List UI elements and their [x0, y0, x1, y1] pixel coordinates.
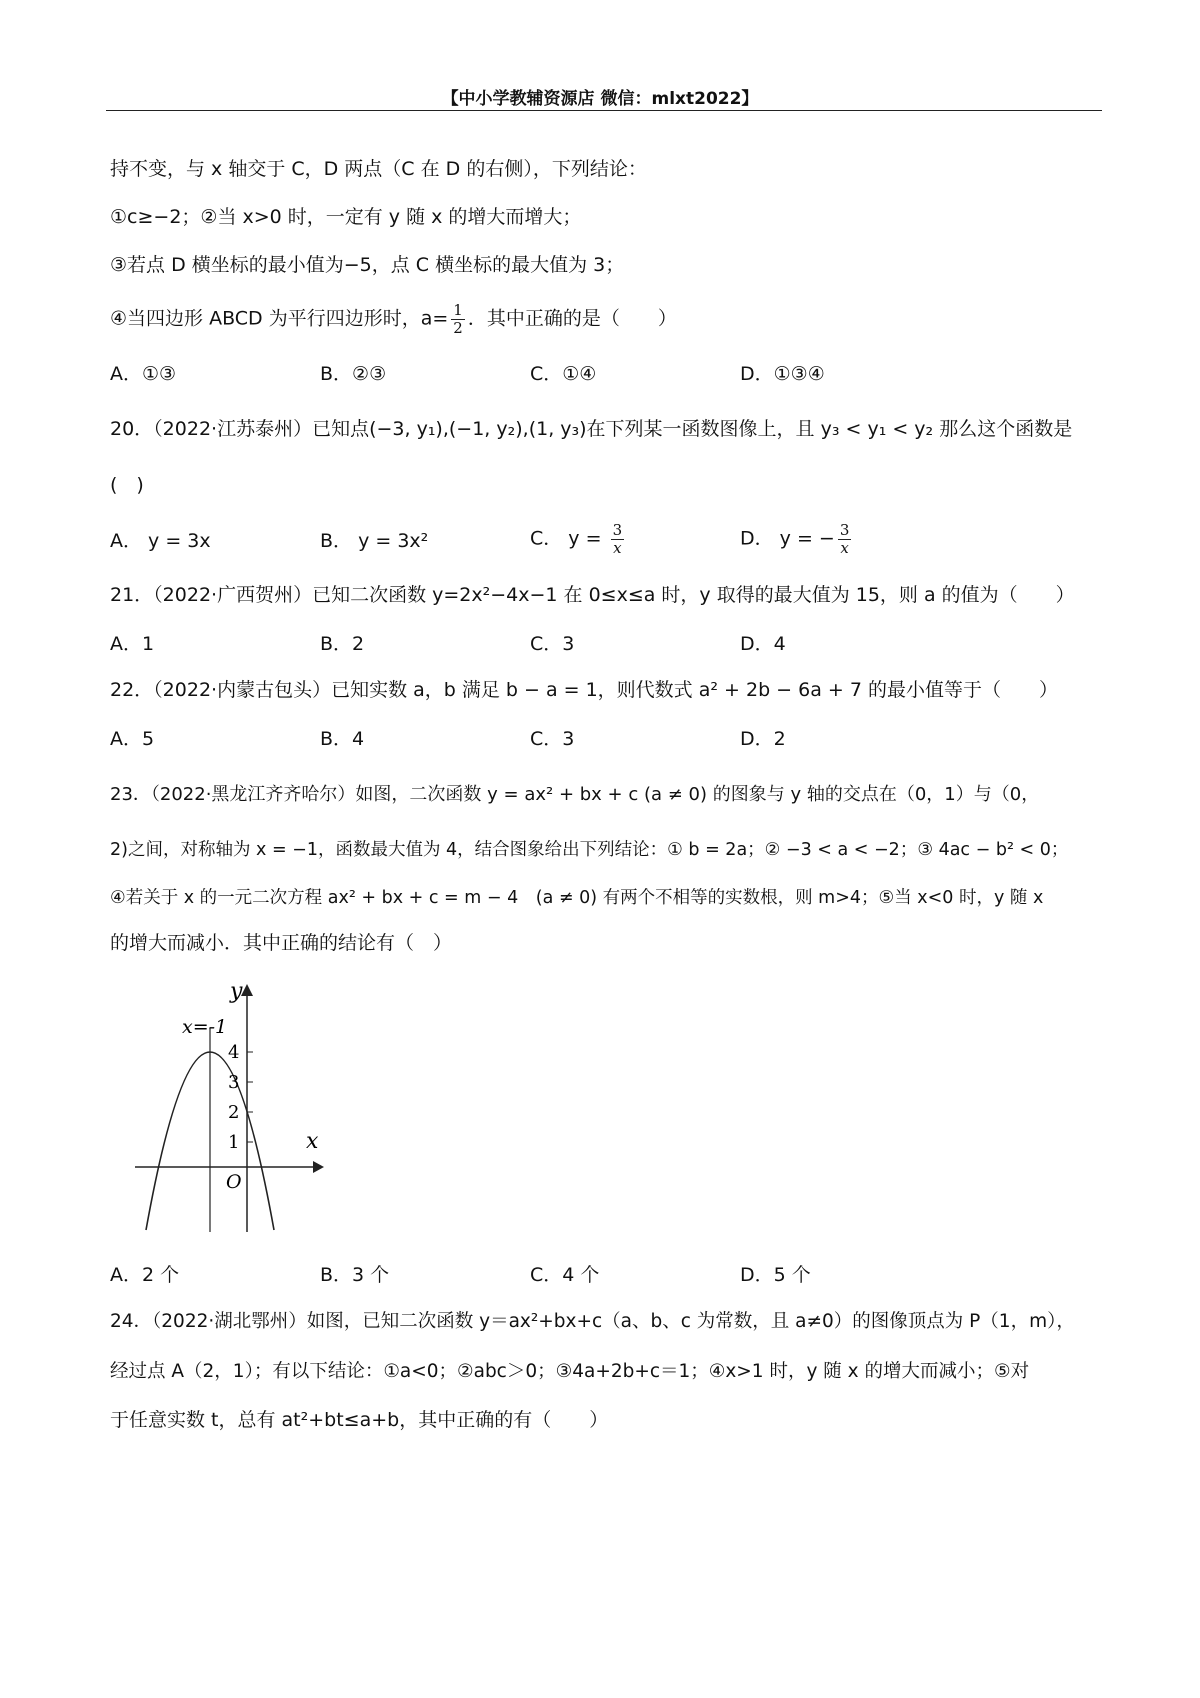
q23-option-b: B．3 个 — [320, 1264, 390, 1286]
q22-option-b: B．4 — [320, 728, 365, 750]
q23-option-d: D．5 个 — [740, 1264, 811, 1286]
q20-option-c — [530, 522, 627, 556]
q21-option-b: B．2 — [320, 633, 365, 655]
q19-line-4 — [110, 302, 677, 336]
x-axis-label: x — [306, 1129, 319, 1154]
q23-stem-2: 2)之间，对称轴为 x = −1，函数最大值为 4，结合图象给出下列结论：① b = 2a；② −3 < a < −2；③ 4ac − b² < 0； — [110, 840, 1069, 860]
q22-option-a: A．5 — [110, 728, 155, 750]
q19-line-3: ③若点 D 横坐标的最小值为−5，点 C 横坐标的最大值为 3； — [110, 254, 625, 276]
q23-stem-1: 23．（2022·黑龙江齐齐哈尔）如图，二次函数 y = ax² + bx + c (a ≠ 0) 的图象与 y 轴的交点在（0，1）与（0， — [110, 784, 1040, 805]
origin-label: O — [226, 1171, 242, 1193]
q19-line-2: ①c≥−2；②当 x>0 时，一定有 y 随 x 的增大而增大； — [110, 206, 582, 228]
q20-option-d-text: D． y = − — [740, 527, 835, 550]
q19-frac-den: 2 — [453, 318, 463, 337]
q19-option-c: C．①④ — [530, 363, 597, 385]
q19-frac-num: 1 — [453, 301, 463, 319]
q19-option-d: D．①③④ — [740, 363, 825, 385]
q19-option-a: A．①③ — [110, 363, 177, 385]
q20-option-c-text: C． y = — [530, 527, 608, 550]
q19-line-4-tail: ．其中正确的是（ ） — [467, 307, 677, 330]
q20-stem-2: ( ) — [110, 474, 144, 496]
q20-option-d — [740, 522, 854, 556]
header-rule — [106, 110, 1102, 111]
q20-option-b: B． y = 3x² — [320, 530, 429, 552]
q21-option-a: A．1 — [110, 633, 155, 655]
x-axis-arrow — [313, 1161, 324, 1173]
q19-line-1: 持不变，与 x 轴交于 C，D 两点（C 在 D 的右侧），下列结论： — [110, 158, 647, 180]
tick-label-4: 4 — [228, 1042, 240, 1063]
page-header: 【中小学教辅资源店 微信：mlxt2022】 — [441, 89, 759, 109]
q20-option-d-fraction — [838, 522, 852, 556]
q19-line-4-text: ④当四边形 ABCD 为平行四边形时，a= — [110, 307, 449, 330]
q22-option-c: C．3 — [530, 728, 575, 750]
parabola-graph — [130, 978, 330, 1238]
symmetry-axis-label: x=-1 — [182, 1016, 228, 1038]
q21-option-d: D．4 — [740, 633, 786, 655]
tick-label-1: 1 — [228, 1132, 240, 1153]
q19-fraction — [451, 302, 465, 336]
q19-option-b: B．②③ — [320, 363, 387, 385]
q21-option-c: C．3 — [530, 633, 575, 655]
q23-option-c: C．4 个 — [530, 1264, 600, 1286]
q24-stem-1: 24．（2022·湖北鄂州）如图，已知二次函数 y＝ax²+bx+c（a、b、c 为常数，且 a≠0）的图像顶点为 P（1，m）， — [110, 1311, 1075, 1332]
q23-option-a: A．2 个 — [110, 1264, 180, 1286]
y-axis-label: y — [230, 979, 243, 1004]
tick-label-3: 3 — [228, 1072, 240, 1093]
q20-option-a: A． y = 3x — [110, 530, 211, 552]
q20-c-den: x — [613, 538, 622, 557]
q20-d-num: 3 — [839, 521, 850, 539]
q23-stem-4: 的增大而减小．其中正确的结论有（ ） — [110, 932, 453, 954]
q22-option-d: D．2 — [740, 728, 786, 750]
q20-d-den: x — [840, 538, 849, 557]
q20-stem: 20．（2022·江苏泰州）已知点(−3, y₁),(−1, y₂),(1, y₃)在下列某一函数图像上，且 y₃ < y₁ < y₂ 那么这个函数是 — [110, 418, 1073, 440]
q20-option-c-fraction — [611, 522, 625, 556]
q24-stem-2: 经过点 A（2，1）；有以下结论：①a<0；②abc＞0；③4a+2b+c＝1；④x>1 时，y 随 x 的增大而减小；⑤对 — [110, 1361, 1030, 1382]
tick-label-2: 2 — [228, 1102, 240, 1123]
q23-stem-3: ④若关于 x 的一元二次方程 ax² + bx + c = m − 4 (a ≠ 0) 有两个不相等的实数根，则 m>4；⑤当 x<0 时，y 随 x — [110, 888, 1044, 908]
q22-stem: 22．（2022·内蒙古包头）已知实数 a，b 满足 b − a = 1，则代数式 a² + 2b − 6a + 7 的最小值等于（ ） — [110, 679, 1058, 701]
q21-stem: 21．（2022·广西贺州）已知二次函数 y=2x²−4x−1 在 0≤x≤a 时，y 取得的最大值为 15，则 a 的值为（ ） — [110, 584, 1075, 606]
y-axis-arrow — [241, 984, 253, 996]
q20-c-num: 3 — [612, 521, 623, 539]
q24-stem-3: 于任意实数 t，总有 at²+bt≤a+b，其中正确的有（ ） — [110, 1409, 609, 1431]
